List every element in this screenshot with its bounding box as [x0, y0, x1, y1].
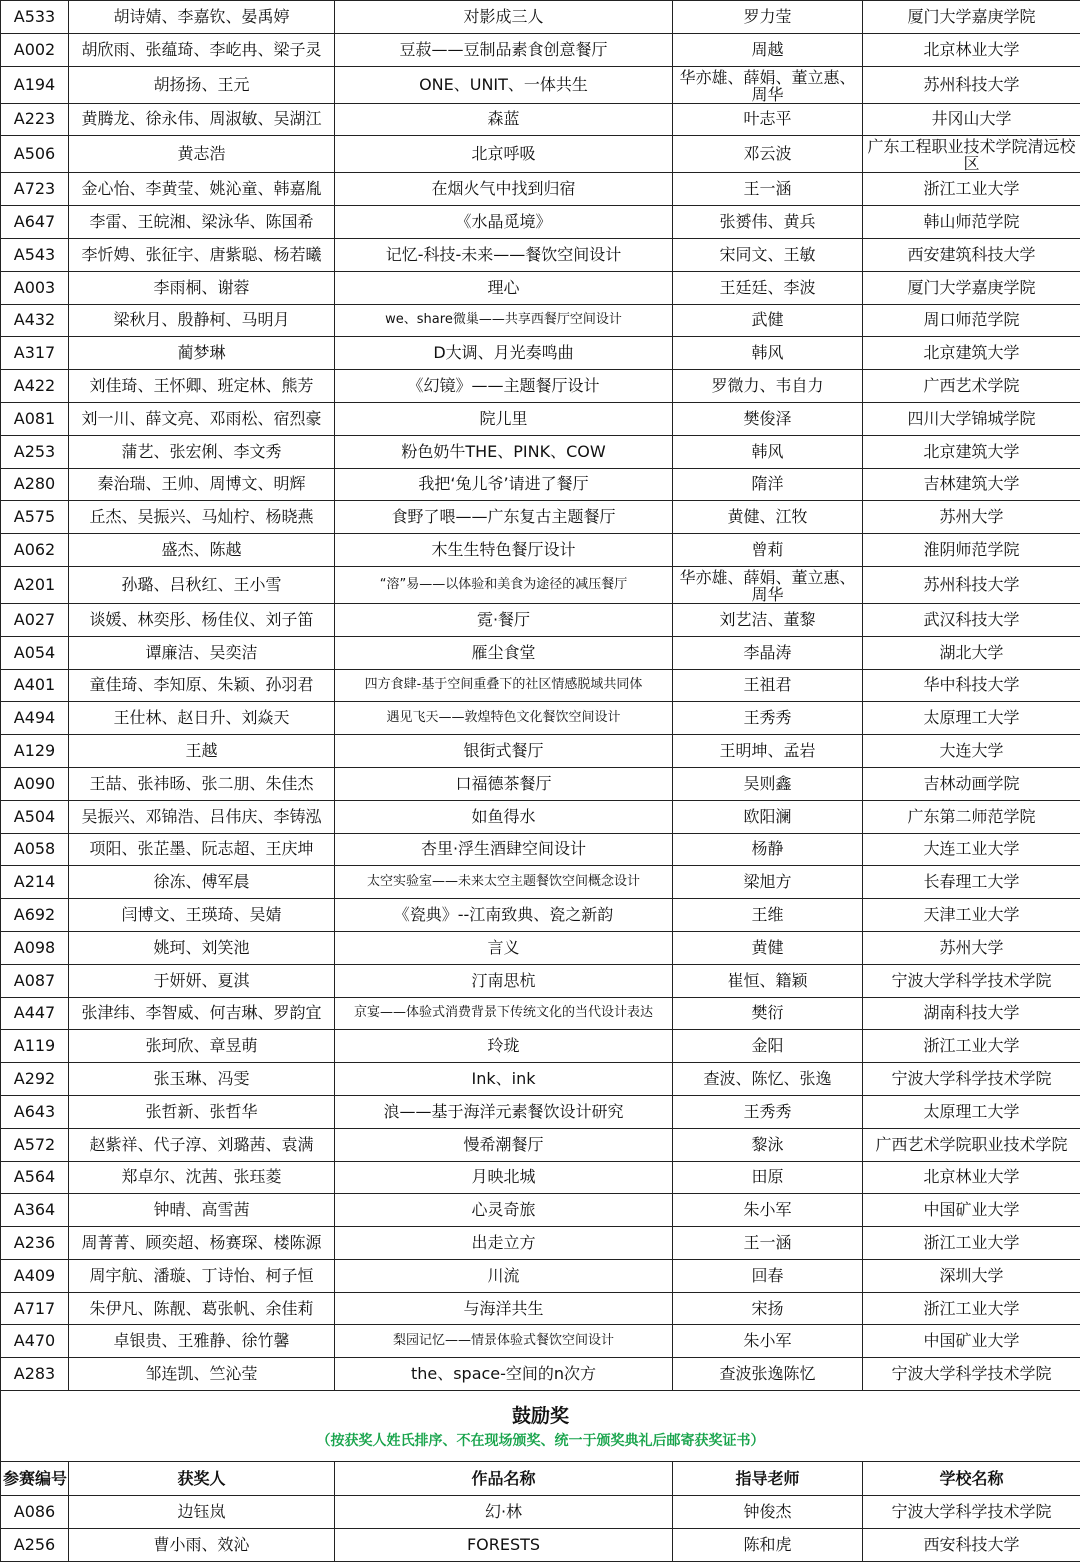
cell-school: 太原理工大学 — [863, 702, 1080, 735]
cell-teacher: 朱小军 — [673, 1194, 863, 1227]
cell-school: 宁波大学科学技术学院 — [863, 964, 1080, 997]
cell-id: A692 — [1, 899, 69, 932]
cell-teacher: 王一涵 — [673, 173, 863, 206]
cell-school: 浙江工业大学 — [863, 173, 1080, 206]
cell-school: 四川大学锦城学院 — [863, 402, 1080, 435]
table-row — [1, 304, 1080, 337]
cell-names: 李忻娉、张征宇、唐紫聪、杨若曦 — [69, 238, 335, 271]
cell-work: 言义 — [335, 931, 673, 964]
cell-work: 心灵奇旅 — [335, 1194, 673, 1227]
cell-teacher: 邓云波 — [673, 136, 863, 173]
cell-names: 谈媛、林奕彤、杨佳仪、刘子笛 — [69, 603, 335, 636]
cell-school: 宁波大学科学技术学院 — [863, 1496, 1080, 1529]
cell-names: 郑卓尔、沈茜、张珏菱 — [69, 1161, 335, 1194]
header-id: 参赛编号 — [1, 1462, 69, 1496]
table-row — [1, 931, 1080, 964]
cell-teacher: 张赟伟、黄兵 — [673, 206, 863, 239]
table-row — [1, 1259, 1080, 1292]
header-work: 作品名称 — [335, 1462, 673, 1496]
cell-names: 胡欣雨、张蕴琦、李屹冉、梁子灵 — [69, 33, 335, 66]
cell-teacher: 宋扬 — [673, 1292, 863, 1325]
cell-school: 吉林建筑大学 — [863, 468, 1080, 501]
cell-teacher: 王祖君 — [673, 669, 863, 702]
cell-id: A317 — [1, 337, 69, 370]
table-row — [1, 833, 1080, 866]
cell-teacher: 梁旭方 — [673, 866, 863, 899]
table-row — [1, 1496, 1080, 1529]
table-row — [1, 468, 1080, 501]
cell-teacher: 王秀秀 — [673, 1095, 863, 1128]
cell-work: FORESTS — [335, 1528, 673, 1561]
cell-work: we、share微巢——共享西餐厅空间设计 — [335, 304, 673, 337]
table-row — [1, 136, 1080, 173]
cell-id: A409 — [1, 1259, 69, 1292]
cell-names: 于妍妍、夏淇 — [69, 964, 335, 997]
cell-names: 边钰岚 — [69, 1496, 335, 1529]
cell-work: 理心 — [335, 271, 673, 304]
cell-id: A723 — [1, 173, 69, 206]
cell-teacher: 李晶涛 — [673, 636, 863, 669]
cell-work: 四方食肆-基于空间重叠下的社区情感脱域共同体 — [335, 669, 673, 702]
cell-names: 王仕林、赵日升、刘焱天 — [69, 702, 335, 735]
cell-work: 慢希潮餐厅 — [335, 1128, 673, 1161]
cell-names: 徐冻、傅军晨 — [69, 866, 335, 899]
cell-teacher: 崔恒、籍颖 — [673, 964, 863, 997]
cell-school: 北京林业大学 — [863, 1161, 1080, 1194]
cell-teacher: 钟俊杰 — [673, 1496, 863, 1529]
table-row — [1, 669, 1080, 702]
cell-work: 出走立方 — [335, 1227, 673, 1260]
cell-id: A564 — [1, 1161, 69, 1194]
table-row — [1, 997, 1080, 1030]
cell-work: 对影成三人 — [335, 1, 673, 34]
cell-teacher: 王明坤、孟岩 — [673, 735, 863, 768]
column-header-row — [1, 1462, 1080, 1496]
cell-work: 浪——基于海洋元素餐饮设计研究 — [335, 1095, 673, 1128]
table-row — [1, 603, 1080, 636]
cell-id: A087 — [1, 964, 69, 997]
cell-school: 广西艺术学院职业技术学院 — [863, 1128, 1080, 1161]
table-row — [1, 1528, 1080, 1561]
cell-names: 胡扬扬、王元 — [69, 66, 335, 103]
cell-work: 银街式餐厅 — [335, 735, 673, 768]
table-row — [1, 1030, 1080, 1063]
cell-work: 杏里·浮生酒肆空间设计 — [335, 833, 673, 866]
cell-teacher: 曾莉 — [673, 534, 863, 567]
cell-id: A533 — [1, 1, 69, 34]
cell-id: A432 — [1, 304, 69, 337]
table-row — [1, 1358, 1080, 1391]
cell-id: A236 — [1, 1227, 69, 1260]
cell-names: 刘一川、薛文亮、邓雨松、宿烈豪 — [69, 402, 335, 435]
header-school: 学校名称 — [863, 1462, 1080, 1496]
cell-names: 王越 — [69, 735, 335, 768]
cell-id: A647 — [1, 206, 69, 239]
cell-school: 宁波大学科学技术学院 — [863, 1063, 1080, 1096]
table-row — [1, 1095, 1080, 1128]
cell-teacher: 王秀秀 — [673, 702, 863, 735]
cell-id: A422 — [1, 370, 69, 403]
cell-names: 钟晴、高雪茜 — [69, 1194, 335, 1227]
cell-school: 天津工业大学 — [863, 899, 1080, 932]
cell-work: 院儿里 — [335, 402, 673, 435]
cell-school: 大连工业大学 — [863, 833, 1080, 866]
cell-work: 如鱼得水 — [335, 800, 673, 833]
cell-id: A543 — [1, 238, 69, 271]
cell-teacher: 樊衍 — [673, 997, 863, 1030]
cell-teacher: 罗力莹 — [673, 1, 863, 34]
cell-id: A572 — [1, 1128, 69, 1161]
cell-school: 周口师范学院 — [863, 304, 1080, 337]
cell-id: A214 — [1, 866, 69, 899]
cell-school: 大连大学 — [863, 735, 1080, 768]
cell-names: 朱伊凡、陈靓、葛张帆、余佳莉 — [69, 1292, 335, 1325]
table-row — [1, 501, 1080, 534]
table-row — [1, 636, 1080, 669]
cell-id: A201 — [1, 566, 69, 603]
cell-work: 《幻镜》——主题餐厅设计 — [335, 370, 673, 403]
cell-names: 盛杰、陈越 — [69, 534, 335, 567]
table-row — [1, 238, 1080, 271]
table-row — [1, 271, 1080, 304]
cell-teacher: 华亦雄、薛娟、董立惠、周华 — [673, 566, 863, 603]
cell-teacher: 吴则鑫 — [673, 767, 863, 800]
cell-school: 苏州科技大学 — [863, 66, 1080, 103]
cell-id: A401 — [1, 669, 69, 702]
cell-work: 《水晶觅境》 — [335, 206, 673, 239]
cell-school: 厦门大学嘉庚学院 — [863, 1, 1080, 34]
cell-work: 豆菽——豆制品素食创意餐厅 — [335, 33, 673, 66]
cell-work: 食野了喂——广东复古主题餐厅 — [335, 501, 673, 534]
cell-school: 湖北大学 — [863, 636, 1080, 669]
cell-id: A086 — [1, 1496, 69, 1529]
cell-school: 长春理工大学 — [863, 866, 1080, 899]
table-row — [1, 534, 1080, 567]
cell-teacher: 查波张逸陈忆 — [673, 1358, 863, 1391]
cell-id: A717 — [1, 1292, 69, 1325]
cell-work: 记忆-科技-未来——餐饮空间设计 — [335, 238, 673, 271]
cell-work: 与海洋共生 — [335, 1292, 673, 1325]
cell-names: 黄志浩 — [69, 136, 335, 173]
cell-teacher: 朱小军 — [673, 1325, 863, 1358]
cell-id: A280 — [1, 468, 69, 501]
cell-teacher: 陈和虎 — [673, 1528, 863, 1561]
cell-teacher: 樊俊泽 — [673, 402, 863, 435]
cell-id: A504 — [1, 800, 69, 833]
header-teacher: 指导老师 — [673, 1462, 863, 1496]
cell-teacher: 王廷廷、李波 — [673, 271, 863, 304]
table-row — [1, 1063, 1080, 1096]
cell-names: 蒲艺、张宏俐、李文秀 — [69, 435, 335, 468]
cell-names: 赵紫祥、代子淳、刘璐茜、袁满 — [69, 1128, 335, 1161]
table-row — [1, 66, 1080, 103]
cell-work: “溶”易——以体验和美食为途径的减压餐厅 — [335, 566, 673, 603]
cell-names: 蔺梦琳 — [69, 337, 335, 370]
cell-work: Ink、ink — [335, 1063, 673, 1096]
cell-names: 金心怡、李黄莹、姚沁童、韩嘉胤 — [69, 173, 335, 206]
cell-names: 李雨桐、谢蓉 — [69, 271, 335, 304]
table-row — [1, 1194, 1080, 1227]
cell-work: 森蓝 — [335, 103, 673, 136]
cell-school: 西安科技大学 — [863, 1528, 1080, 1561]
cell-school: 武汉科技大学 — [863, 603, 1080, 636]
cell-school: 浙江工业大学 — [863, 1227, 1080, 1260]
encouragement-section — [1, 1391, 1080, 1496]
cell-work: ONE、UNIT、一体共生 — [335, 66, 673, 103]
cell-work: 遇见飞天——敦煌特色文化餐饮空间设计 — [335, 702, 673, 735]
table-row — [1, 964, 1080, 997]
cell-school: 太原理工大学 — [863, 1095, 1080, 1128]
cell-teacher: 刘艺洁、董黎 — [673, 603, 863, 636]
cell-names: 吴振兴、邓锦浩、吕伟庆、李铸泓 — [69, 800, 335, 833]
cell-school: 中国矿业大学 — [863, 1325, 1080, 1358]
cell-names: 丘杰、吴振兴、马灿柠、杨晓燕 — [69, 501, 335, 534]
cell-names: 张津纬、李智威、何吉琳、罗韵宜 — [69, 997, 335, 1030]
cell-teacher: 华亦雄、薛娟、董立惠、周华 — [673, 66, 863, 103]
cell-work: the、space-空间的n次方 — [335, 1358, 673, 1391]
cell-teacher: 黄健、江牧 — [673, 501, 863, 534]
cell-teacher: 武健 — [673, 304, 863, 337]
cell-names: 邹连凯、竺沁莹 — [69, 1358, 335, 1391]
cell-names: 张珂欣、章昱萌 — [69, 1030, 335, 1063]
cell-names: 刘佳琦、王怀卿、班定林、熊芳 — [69, 370, 335, 403]
cell-id: A003 — [1, 271, 69, 304]
cell-work: 霓·餐厅 — [335, 603, 673, 636]
award-rows — [1, 1, 1080, 1391]
table-row — [1, 173, 1080, 206]
cell-id: A364 — [1, 1194, 69, 1227]
cell-names: 周宇航、潘璇、丁诗怡、柯子恒 — [69, 1259, 335, 1292]
cell-work: 口福德茶餐厅 — [335, 767, 673, 800]
cell-school: 宁波大学科学技术学院 — [863, 1358, 1080, 1391]
section-title: 鼓励奖 — [3, 1401, 1078, 1431]
cell-id: A062 — [1, 534, 69, 567]
cell-id: A292 — [1, 1063, 69, 1096]
cell-id: A054 — [1, 636, 69, 669]
cell-school: 广东第二师范学院 — [863, 800, 1080, 833]
cell-school: 苏州大学 — [863, 501, 1080, 534]
cell-teacher: 宋同文、王敏 — [673, 238, 863, 271]
cell-id: A058 — [1, 833, 69, 866]
table-row — [1, 866, 1080, 899]
cell-school: 广东工程职业技术学院清远校区 — [863, 136, 1080, 173]
cell-teacher: 周越 — [673, 33, 863, 66]
cell-names: 王喆、张祎旸、张二朋、朱佳杰 — [69, 767, 335, 800]
cell-id: A129 — [1, 735, 69, 768]
cell-work: 粉色奶牛THE、PINK、COW — [335, 435, 673, 468]
cell-teacher: 王维 — [673, 899, 863, 932]
cell-teacher: 黄健 — [673, 931, 863, 964]
cell-teacher: 隋洋 — [673, 468, 863, 501]
table-row — [1, 206, 1080, 239]
cell-names: 胡诗婧、李嘉钦、晏禹婷 — [69, 1, 335, 34]
cell-work: 京宴——体验式消费背景下传统文化的当代设计表达 — [335, 997, 673, 1030]
cell-teacher: 韩风 — [673, 337, 863, 370]
cell-school: 井冈山大学 — [863, 103, 1080, 136]
table-row — [1, 402, 1080, 435]
cell-names: 张玉琳、冯雯 — [69, 1063, 335, 1096]
table-row — [1, 1161, 1080, 1194]
cell-school: 北京林业大学 — [863, 33, 1080, 66]
cell-school: 深圳大学 — [863, 1259, 1080, 1292]
cell-id: A506 — [1, 136, 69, 173]
cell-school: 西安建筑科技大学 — [863, 238, 1080, 271]
cell-names: 谭廉洁、吴奕洁 — [69, 636, 335, 669]
cell-names: 姚珂、刘笑池 — [69, 931, 335, 964]
cell-teacher: 查波、陈忆、张逸 — [673, 1063, 863, 1096]
cell-work: 北京呼吸 — [335, 136, 673, 173]
cell-school: 苏州科技大学 — [863, 566, 1080, 603]
cell-id: A098 — [1, 931, 69, 964]
cell-id: A283 — [1, 1358, 69, 1391]
cell-work: 在烟火气中找到归宿 — [335, 173, 673, 206]
cell-work: 我把‘兔儿爷’请进了餐厅 — [335, 468, 673, 501]
cell-names: 黄腾龙、徐永伟、周淑敏、吴湖江 — [69, 103, 335, 136]
cell-school: 华中科技大学 — [863, 669, 1080, 702]
cell-work: D大调、月光奏鸣曲 — [335, 337, 673, 370]
cell-names: 李雷、王皖湘、梁泳华、陈国希 — [69, 206, 335, 239]
cell-school: 厦门大学嘉庚学院 — [863, 271, 1080, 304]
cell-id: A081 — [1, 402, 69, 435]
cell-work: 梨园记忆——情景体验式餐饮空间设计 — [335, 1325, 673, 1358]
cell-school: 韩山师范学院 — [863, 206, 1080, 239]
table-row — [1, 1292, 1080, 1325]
cell-id: A494 — [1, 702, 69, 735]
cell-school: 北京建筑大学 — [863, 435, 1080, 468]
cell-id: A470 — [1, 1325, 69, 1358]
table-row — [1, 1, 1080, 34]
cell-school: 吉林动画学院 — [863, 767, 1080, 800]
section-header-cell — [1, 1391, 1080, 1462]
cell-work: 月映北城 — [335, 1161, 673, 1194]
cell-id: A575 — [1, 501, 69, 534]
cell-id: A256 — [1, 1528, 69, 1561]
section-note: （按获奖人姓氏排序、不在现场颁奖、统一于颁奖典礼后邮寄获奖证书） — [3, 1431, 1078, 1451]
cell-teacher: 韩风 — [673, 435, 863, 468]
table-row — [1, 566, 1080, 603]
cell-id: A253 — [1, 435, 69, 468]
table-row — [1, 103, 1080, 136]
cell-id: A027 — [1, 603, 69, 636]
cell-id: A643 — [1, 1095, 69, 1128]
cell-work: 玲珑 — [335, 1030, 673, 1063]
cell-work: 幻·林 — [335, 1496, 673, 1529]
table-row — [1, 800, 1080, 833]
table-row — [1, 1227, 1080, 1260]
table-row — [1, 435, 1080, 468]
header-names: 获奖人 — [69, 1462, 335, 1496]
cell-teacher: 欧阳澜 — [673, 800, 863, 833]
table-row — [1, 767, 1080, 800]
cell-id: A223 — [1, 103, 69, 136]
cell-teacher: 叶志平 — [673, 103, 863, 136]
cell-names: 张哲新、张哲华 — [69, 1095, 335, 1128]
cell-names: 闫博文、王瑛琦、吴婧 — [69, 899, 335, 932]
cell-names: 梁秋月、殷静柯、马明月 — [69, 304, 335, 337]
cell-teacher: 王一涵 — [673, 1227, 863, 1260]
cell-names: 曹小雨、效沁 — [69, 1528, 335, 1561]
table-row — [1, 1128, 1080, 1161]
cell-teacher: 田原 — [673, 1161, 863, 1194]
cell-work: 木生生特色餐厅设计 — [335, 534, 673, 567]
table-row — [1, 735, 1080, 768]
cell-names: 秦治瑞、王帅、周博文、明辉 — [69, 468, 335, 501]
cell-id: A002 — [1, 33, 69, 66]
cell-school: 浙江工业大学 — [863, 1292, 1080, 1325]
table-row — [1, 1325, 1080, 1358]
cell-names: 孙璐、吕秋红、王小雪 — [69, 566, 335, 603]
cell-id: A194 — [1, 66, 69, 103]
cell-school: 中国矿业大学 — [863, 1194, 1080, 1227]
cell-names: 周菁菁、顾奕超、杨赛琛、楼陈源 — [69, 1227, 335, 1260]
cell-id: A447 — [1, 997, 69, 1030]
cell-teacher: 金阳 — [673, 1030, 863, 1063]
cell-school: 广西艺术学院 — [863, 370, 1080, 403]
table-row — [1, 370, 1080, 403]
cell-teacher: 杨静 — [673, 833, 863, 866]
cell-school: 淮阴师范学院 — [863, 534, 1080, 567]
cell-work: 汀南思杭 — [335, 964, 673, 997]
cell-school: 浙江工业大学 — [863, 1030, 1080, 1063]
cell-teacher: 罗微力、韦自力 — [673, 370, 863, 403]
cell-work: 太空实验室——未来太空主题餐饮空间概念设计 — [335, 866, 673, 899]
cell-id: A090 — [1, 767, 69, 800]
cell-school: 北京建筑大学 — [863, 337, 1080, 370]
cell-teacher: 黎泳 — [673, 1128, 863, 1161]
encouragement-rows — [1, 1496, 1080, 1562]
cell-names: 项阳、张芷墨、阮志超、王庆坤 — [69, 833, 335, 866]
cell-school: 湖南科技大学 — [863, 997, 1080, 1030]
table-row — [1, 899, 1080, 932]
cell-work: 《瓷典》--江南致典、瓷之新韵 — [335, 899, 673, 932]
table-row — [1, 702, 1080, 735]
cell-names: 卓银贵、王雅静、徐竹馨 — [69, 1325, 335, 1358]
cell-teacher: 回春 — [673, 1259, 863, 1292]
table-row — [1, 33, 1080, 66]
cell-names: 童佳琦、李知原、朱颖、孙羽君 — [69, 669, 335, 702]
cell-school: 苏州大学 — [863, 931, 1080, 964]
cell-id: A119 — [1, 1030, 69, 1063]
table-row — [1, 337, 1080, 370]
cell-work: 雁尘食堂 — [335, 636, 673, 669]
cell-work: 川流 — [335, 1259, 673, 1292]
